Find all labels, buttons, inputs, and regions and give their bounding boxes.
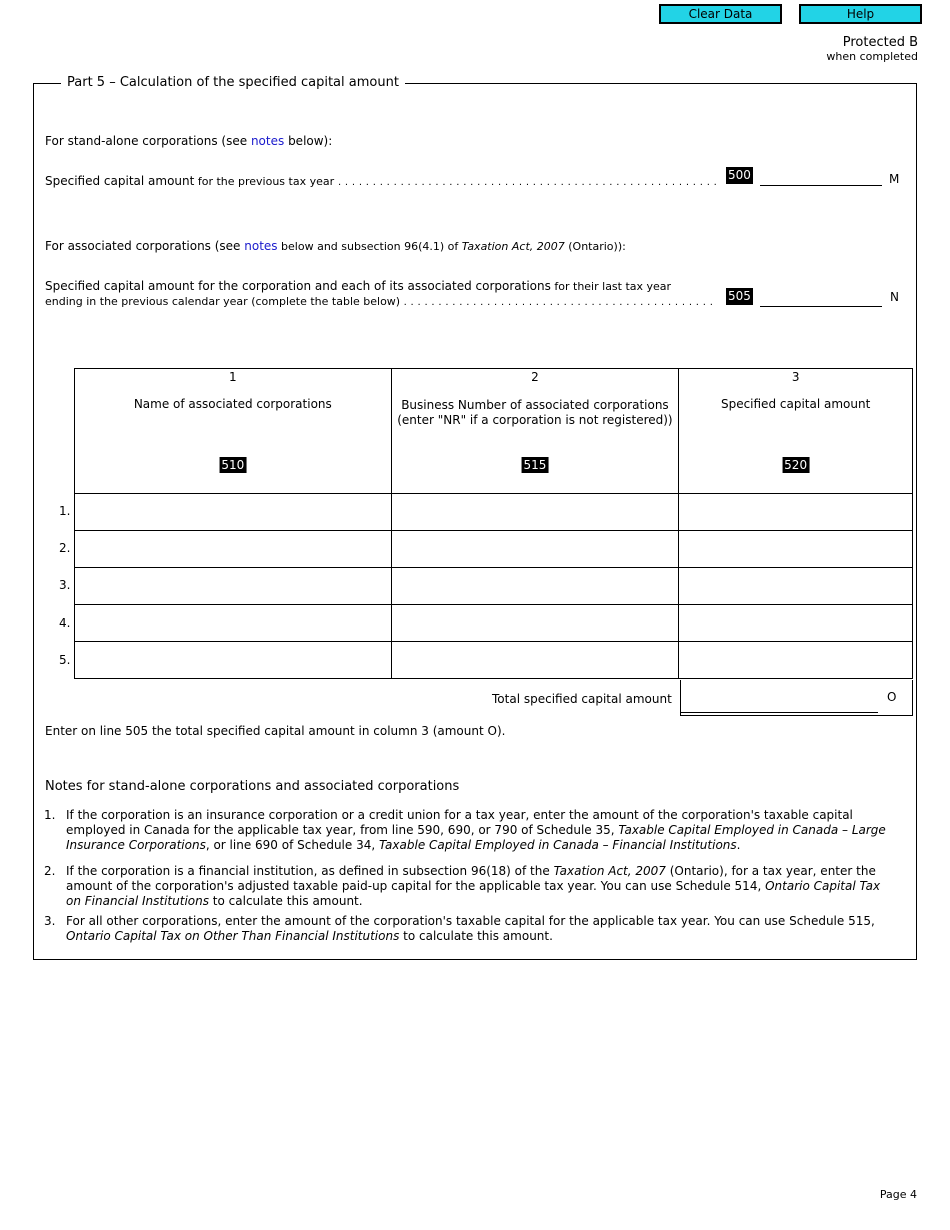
notes-heading: Notes for stand-alone corporations and associated corporations <box>45 779 460 794</box>
associated-intro-suffix: (Ontario)): <box>564 240 626 253</box>
amount-cell[interactable] <box>679 642 913 679</box>
line-500-main: Specified capital amount <box>45 174 195 188</box>
bn-cell[interactable] <box>391 494 679 531</box>
associated-corporations-table <box>74 368 913 679</box>
row-number: 3. <box>59 578 71 592</box>
bn-cell[interactable] <box>391 568 679 605</box>
note-number: 1. <box>44 808 56 822</box>
part5-title: Part 5 – Calculation of the specified capital amount <box>61 74 405 91</box>
name-cell[interactable] <box>75 605 392 642</box>
note-1-i2: Taxable Capital Employed in Canada – Financial Institutions <box>378 838 737 852</box>
note-2-a: If the corporation is a financial institution, as defined in subsection 96(18) of the <box>66 864 554 878</box>
note-number: 2. <box>44 864 56 878</box>
note-text <box>66 808 896 853</box>
note-text <box>66 914 896 944</box>
code-515: 515 <box>523 458 547 472</box>
letter-n: N <box>890 290 899 304</box>
letter-m: M <box>889 172 900 186</box>
name-cell[interactable] <box>75 494 392 531</box>
col-num: 2 <box>531 370 539 384</box>
total-box <box>680 680 913 716</box>
col-header-name <box>75 369 392 494</box>
note-2-c: to calculate this amount. <box>208 894 363 908</box>
line-500-label <box>45 174 717 190</box>
table-row <box>75 642 913 679</box>
letter-o: O <box>887 690 897 704</box>
total-label: Total specified capital amount <box>492 692 672 706</box>
bn-cell[interactable] <box>391 605 679 642</box>
code-505: 505 <box>728 289 751 303</box>
name-cell[interactable] <box>75 642 392 679</box>
clear-data-button[interactable]: Clear Data <box>659 4 782 24</box>
code-520: 520 <box>784 458 808 472</box>
col-subtitle: (enter "NR" if a corporation is not registered)) <box>397 413 673 427</box>
table-row <box>75 568 913 605</box>
leader-dots: . . . . . . . . . . . . . . . . . . . . . . . . . . . . . . . . . . . . . . . . . . . . . . . . . . . . . . . <box>337 177 718 188</box>
page-number: Page 4 <box>879 1188 917 1201</box>
note-number: 3. <box>44 914 56 928</box>
note-1-c: . <box>736 838 741 852</box>
when-completed-text: when completed <box>826 50 918 63</box>
associated-intro-prefix: For associated corporations (see <box>45 239 245 253</box>
name-cell[interactable] <box>75 568 392 605</box>
help-button[interactable]: Help <box>799 4 922 24</box>
col-num: 3 <box>791 370 800 384</box>
input-500[interactable] <box>760 185 882 186</box>
associated-intro <box>45 239 626 254</box>
leader-dots-2: . . . . . . . . . . . . . . . . . . . . . . . . . . . . . . . . . . . . . . . . . . . . . <box>403 297 714 308</box>
notes-link[interactable]: notes <box>250 134 285 148</box>
line-500-rest: for the previous tax year <box>194 175 335 188</box>
note-3-a: For all other corporations, enter the amount of the corporation's taxable capital for the applicable tax year. You can use Schedule 515, <box>66 914 875 928</box>
enter-note: Enter on line 505 the total specified capital amount in column 3 (amount O). <box>45 724 506 738</box>
table-row <box>75 605 913 642</box>
table-row <box>75 531 913 568</box>
standalone-intro-suffix: below): <box>284 134 333 148</box>
total-input[interactable] <box>681 712 878 713</box>
name-cell[interactable] <box>75 531 392 568</box>
col-title: Specified capital amount <box>720 397 871 411</box>
amount-cell[interactable] <box>679 568 913 605</box>
line-505-main: Specified capital amount for the corporation and each of its associated corporations <box>45 279 551 293</box>
col-title: Business Number of associated corporations <box>401 398 669 412</box>
table-header-row <box>75 369 913 494</box>
table-row <box>75 494 913 531</box>
standalone-intro <box>45 134 332 149</box>
note-1-a: If the corporation is an insurance corporation or a credit union for a tax year, enter the amount of the corporation's taxable capital employed in Canada for the applicable tax year, from line 590, 690, or 790 of Schedule 35, <box>66 808 853 837</box>
amount-cell[interactable] <box>679 494 913 531</box>
note-1-i1: Taxable Capital Employed in Canada – Large Insurance Corporations <box>66 823 886 852</box>
note-2-i2: Ontario Capital Tax on Financial Institutions <box>66 879 881 908</box>
note-3-i1: Ontario Capital Tax on Other Than Financial Institutions <box>66 929 400 943</box>
col-header-amount <box>679 369 913 494</box>
row-number: 4. <box>59 616 71 630</box>
note-2-b: (Ontario), for a tax year, enter the amount of the corporation's adjusted taxable paid-up capital for the applicable tax year. You can use Schedule 514, <box>66 864 876 893</box>
row-number: 5. <box>59 653 71 667</box>
amount-cell[interactable] <box>679 605 913 642</box>
col-title: Name of associated corporations <box>133 397 332 411</box>
row-number: 1. <box>59 504 71 518</box>
line-505-rest: for their last tax year <box>550 280 672 293</box>
note-3-b: to calculate this amount. <box>399 929 553 943</box>
bn-cell[interactable] <box>391 642 679 679</box>
amount-cell[interactable] <box>679 531 913 568</box>
protected-label <box>826 35 918 63</box>
col-num: 1 <box>228 370 237 384</box>
note-text <box>66 864 896 909</box>
act-title: Taxation Act, 2007 <box>461 240 565 253</box>
standalone-intro-prefix: For stand-alone corporations (see <box>45 134 251 148</box>
input-505[interactable] <box>760 306 882 307</box>
associated-intro-mid: below and subsection 96(4.1) of <box>277 240 462 253</box>
line-505-label-1 <box>45 279 671 294</box>
code-510: 510 <box>221 458 245 472</box>
note-2-i1: Taxation Act, 2007 <box>553 864 666 878</box>
line-505-line2: ending in the previous calendar year (complete the table below) <box>45 295 401 308</box>
protected-b-text: Protected B <box>842 35 918 50</box>
col-header-bn <box>391 369 679 494</box>
row-number: 2. <box>59 541 71 555</box>
line-505-label-2 <box>45 294 713 310</box>
note-1-b: , or line 690 of Schedule 34, <box>205 838 379 852</box>
code-500: 500 <box>728 168 751 182</box>
bn-cell[interactable] <box>391 531 679 568</box>
notes-link-2[interactable]: notes <box>244 239 278 253</box>
